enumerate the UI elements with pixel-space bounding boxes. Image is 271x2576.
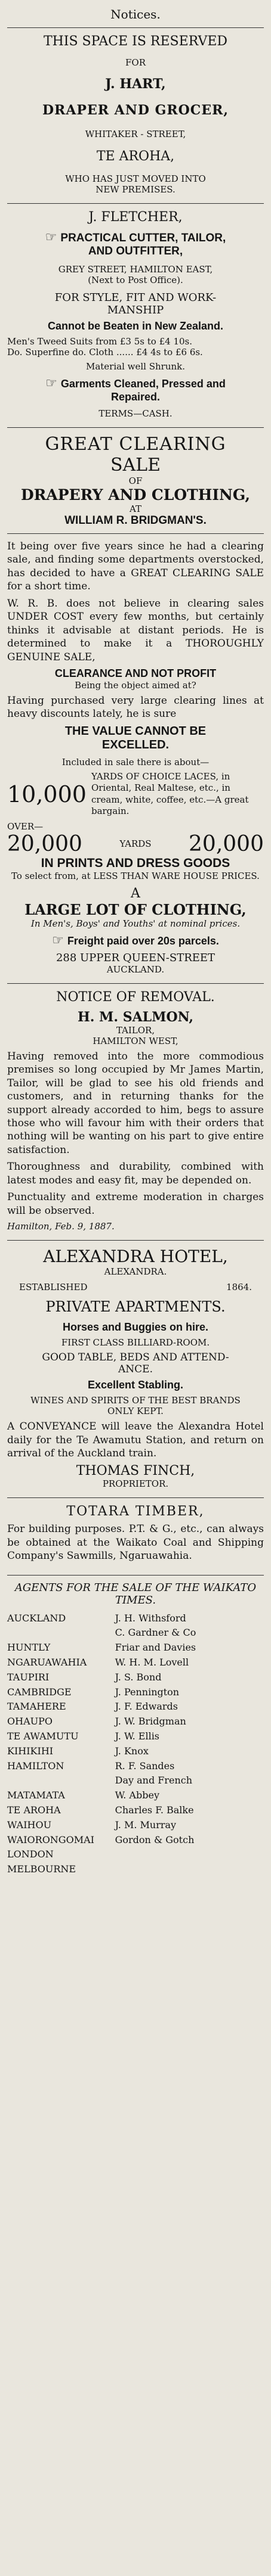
- agent-place: TAMAHERE: [7, 1701, 66, 1713]
- divider: [7, 533, 264, 534]
- salmon-town: HAMILTON WEST,: [93, 1035, 178, 1046]
- bridgman-of: OF: [128, 476, 143, 486]
- reserved-line: THIS SPACE IS RESERVED: [43, 34, 228, 49]
- pointing-hand-icon: ☞: [45, 229, 57, 244]
- agent-row: [7, 1759, 264, 1774]
- hart-moved-2: NEW PREMISES.: [96, 184, 175, 195]
- totara-title: TOTARA TIMBER,: [66, 1504, 205, 1520]
- agent-name: Day and French: [115, 1775, 193, 1786]
- bridgman-prints: IN PRINTS AND DRESS GOODS: [41, 856, 230, 870]
- salmon-para-1: Having removed into the more commodious premises so long occupied by Mr James Martin, Tailor, will be glad to see his old friends and customers, and in returning thanks for the support already accorded to him, begs to assure those who will favour him with their orders that nothing will be wanting on his part to give entire satisfaction.: [7, 1050, 264, 1156]
- bridgman-value-2: EXCELLED.: [101, 738, 170, 751]
- bridgman-a: A: [131, 885, 140, 901]
- established-year: 1864.: [226, 1282, 252, 1293]
- agent-row: [7, 1833, 264, 1848]
- bridgman-included: Included in sale there is about—: [61, 756, 210, 767]
- totara-body: For building purposes. P.T. & G., etc., can always be obtained at the Waikato Coal and Shipping Company's Sawmills, Ngaruawahia.: [7, 1523, 264, 1562]
- agent-row: [7, 1640, 264, 1655]
- bridgman-para-2: W. R. B. does not believe in clearing sales UNDER COST every few months, but certainly thinks it advisable at distant periods. He is determined to make it a THOROUGHLY GENUINE SALE,: [7, 597, 264, 663]
- agent-row: [7, 1744, 264, 1759]
- hart-moved-1: WHO HAS JUST MOVED INTO: [65, 173, 206, 184]
- alexandra-advertisement: [7, 1241, 264, 1498]
- fletcher-terms: TERMS—CASH.: [98, 408, 173, 419]
- prints-offer: [7, 832, 264, 856]
- agents-section: [7, 1576, 264, 1885]
- agent-name: Charles F. Balke: [115, 1804, 194, 1816]
- agent-row: [7, 1818, 264, 1833]
- alexandra-place: ALEXANDRA.: [104, 1266, 167, 1278]
- agent-place: MATAMATA: [7, 1789, 65, 1801]
- bridgman-over: OVER—: [7, 821, 44, 832]
- alexandra-owner: THOMAS FINCH,: [76, 1463, 195, 1479]
- bridgman-at: AT: [129, 504, 142, 514]
- alexandra-established: [19, 1282, 252, 1292]
- salmon-notice: NOTICE OF REMOVAL.: [56, 989, 215, 1005]
- fletcher-address: GREY STREET, HAMILTON EAST,: [58, 264, 213, 275]
- agent-place: CAMBRIDGE: [7, 1686, 72, 1698]
- salmon-para-3: Punctuality and extreme moderation in charges will be observed.: [7, 1191, 264, 1217]
- laces-description: YARDS OF CHOICE LACES, in Oriental, Real Maltese, etc., in cream, white, coffee, etc.—A great bargain.: [91, 770, 249, 817]
- agent-place: OHAUPO: [7, 1716, 53, 1727]
- fletcher-name: J. FLETCHER,: [88, 210, 183, 225]
- alexandra-stabling: Excellent Stabling.: [87, 1379, 184, 1391]
- agents-list: [7, 1611, 264, 1877]
- prints-yards: YARDS: [119, 838, 152, 850]
- fletcher-cleaned-1: ☞ Garments Cleaned, Pressed and: [45, 375, 226, 390]
- agent-place: MELBOURNE: [7, 1863, 76, 1875]
- bridgman-lot-desc: In Men's, Boys' and Youths' at nominal prices.: [30, 918, 241, 929]
- prints-quantity-left: 20,000: [7, 831, 82, 856]
- for-line: FOR: [125, 57, 146, 68]
- bridgman-value-1: THE VALUE CANNOT BE: [64, 724, 207, 738]
- agent-row: [7, 1626, 264, 1640]
- agent-place: KIHIKIHI: [7, 1745, 54, 1757]
- agent-name: J. H. Withsford: [115, 1612, 186, 1624]
- agent-row: [7, 1611, 264, 1626]
- bridgman-select: To select from, at LESS THAN WARE HOUSE PRICES.: [11, 870, 260, 881]
- newspaper-column: [7, 0, 264, 1885]
- agent-name: R. F. Sandes: [115, 1760, 175, 1772]
- fletcher-cloth: Do. Superfine do. Cloth ...... £4 4s to £6 6s.: [7, 347, 203, 358]
- alexandra-billiard: FIRST CLASS BILLIARD-ROOM.: [61, 1337, 210, 1348]
- pointing-hand-icon: ☞: [45, 375, 57, 390]
- agent-name: C. Gardner & Co: [115, 1627, 196, 1639]
- agent-row: [7, 1655, 264, 1670]
- agent-place: TE AWAMUTU: [7, 1730, 79, 1742]
- agent-row: [7, 1714, 264, 1729]
- agent-row: [7, 1729, 264, 1744]
- fletcher-trade-1: ☞ PRACTICAL CUTTER, TAILOR,: [45, 229, 226, 244]
- agent-name: Gordon & Gotch: [115, 1834, 195, 1845]
- alexandra-private: PRIVATE APARTMENTS.: [45, 1298, 226, 1316]
- fletcher-near: (Next to Post Office).: [88, 275, 183, 285]
- salmon-date: Hamilton, Feb. 9, 1887.: [7, 1221, 115, 1232]
- alexandra-name: ALEXANDRA HOTEL,: [43, 1247, 228, 1267]
- bridgman-store: WILLIAM R. BRIDGMAN'S.: [64, 514, 207, 527]
- agent-row: [7, 1773, 264, 1788]
- bridgman-headline-1: GREAT CLEARING: [45, 434, 226, 455]
- alexandra-horses: Horses and Buggies on hire.: [62, 1321, 209, 1334]
- agent-place: LONDON: [7, 1848, 54, 1860]
- salmon-advertisement: [7, 984, 264, 1241]
- agent-name: J. S. Bond: [115, 1671, 162, 1683]
- fletcher-style-2: MANSHIP: [107, 304, 164, 316]
- fletcher-trade-2: AND OUTFITTER,: [88, 245, 183, 257]
- bridgman-address: 288 UPPER QUEEN-STREET: [56, 951, 215, 964]
- bridgman-headline-2: SALE: [110, 455, 161, 476]
- established-label: ESTABLISHED: [19, 1282, 88, 1293]
- page-header: Notices.: [7, 4, 264, 28]
- laces-offer: [7, 771, 264, 818]
- agent-place: WAIHOU: [7, 1819, 52, 1831]
- bridgman-advertisement: [7, 428, 264, 984]
- agent-row: [7, 1670, 264, 1685]
- agent-row: [7, 1803, 264, 1818]
- alexandra-beds-2: ANCE.: [118, 1363, 153, 1376]
- agent-name: J. Knox: [115, 1745, 149, 1757]
- agent-place: AUCKLAND: [7, 1612, 66, 1624]
- alexandra-role: PROPRIETOR.: [102, 1478, 169, 1490]
- agent-name: Friar and Davies: [115, 1642, 196, 1654]
- laces-quantity: 10,000: [7, 781, 87, 807]
- alexandra-beds-1: GOOD TABLE, BEDS AND ATTEND-: [42, 1351, 229, 1364]
- hart-street: WHITAKER - STREET,: [85, 129, 186, 139]
- bridgman-headline-3: DRAPERY AND CLOTHING,: [20, 486, 251, 504]
- bridgman-city: AUCKLAND.: [106, 964, 165, 975]
- agent-place: HAMILTON: [7, 1760, 64, 1772]
- agent-place: TAUPIRI: [7, 1671, 50, 1683]
- bridgman-object: Being the object aimed at?: [75, 679, 196, 691]
- agent-name: J. M. Murray: [115, 1819, 177, 1831]
- agent-place: TE AROHA: [7, 1804, 61, 1816]
- agent-row: [7, 1699, 264, 1714]
- totara-advertisement: [7, 1498, 264, 1575]
- agent-place: HUNTLY: [7, 1642, 51, 1654]
- bridgman-para-3: Having purchased very large clearing lines at heavy discounts lately, he is sure: [7, 694, 264, 720]
- hart-advertisement: [7, 28, 264, 204]
- agent-name: J. W. Ellis: [115, 1730, 160, 1742]
- bridgman-freight: ☞ Freight paid over 20s parcels.: [52, 932, 219, 947]
- agent-name: W. H. M. Lovell: [115, 1657, 189, 1668]
- alexandra-conveyance: A CONVEYANCE will leave the Alexandra Hotel daily for the Te Awamutu Station, and return on arrival of the Auckland train.: [7, 1421, 264, 1459]
- agent-row: [7, 1847, 264, 1862]
- fletcher-suits: Men's Tweed Suits from £3 5s to £4 10s.: [7, 336, 192, 347]
- fletcher-shrunk: Material well Shrunk.: [85, 361, 186, 372]
- hart-name: J. HART,: [105, 76, 166, 92]
- fletcher-advertisement: [7, 204, 264, 428]
- agents-title: AGENTS FOR THE SALE OF THE WAIKATO TIMES.: [14, 1581, 257, 1606]
- alexandra-wines-2: ONLY KEPT.: [107, 1406, 164, 1417]
- agent-name: W. Abbey: [115, 1789, 159, 1801]
- salmon-para-2: Thoroughness and durability, combined with latest modes and easy fit, may be depended on.: [7, 1161, 264, 1186]
- agent-name: J. F. Edwards: [115, 1701, 178, 1713]
- agent-name: J. W. Bridgman: [115, 1716, 186, 1727]
- salmon-trade: TAILOR,: [116, 1024, 155, 1036]
- bridgman-clearance: CLEARANCE AND NOT PROFIT: [54, 667, 217, 679]
- agent-name: J. Pennington: [115, 1686, 180, 1698]
- hart-town: TE AROHA,: [96, 149, 175, 164]
- agent-place: NGARUAWAHIA: [7, 1657, 87, 1668]
- alexandra-wines-1: WINES AND SPIRITS OF THE BEST BRANDS: [30, 1395, 241, 1406]
- prints-quantity-right: 20,000: [189, 831, 264, 856]
- fletcher-cleaned-2: Repaired.: [110, 391, 161, 403]
- bridgman-para-1: It being over five years since he had a clearing sale, and finding some departments overstocked, has decided to have a GREAT CLEARING SALE for a short time.: [7, 540, 264, 593]
- fletcher-style-1: FOR STYLE, FIT AND WORK-: [54, 291, 217, 304]
- pointing-hand-icon: ☞: [52, 932, 64, 947]
- agent-row: [7, 1862, 264, 1877]
- agent-row: [7, 1788, 264, 1803]
- salmon-name: H. M. SALMON,: [77, 1009, 194, 1025]
- fletcher-cannot: Cannot be Beaten in New Zealand.: [47, 320, 224, 332]
- hart-trade: DRAPER AND GROCER,: [42, 102, 229, 118]
- bridgman-lot: LARGE LOT OF CLOTHING,: [24, 900, 247, 918]
- agent-place: WAIORONGOMAI: [7, 1834, 94, 1845]
- agent-row: [7, 1685, 264, 1700]
